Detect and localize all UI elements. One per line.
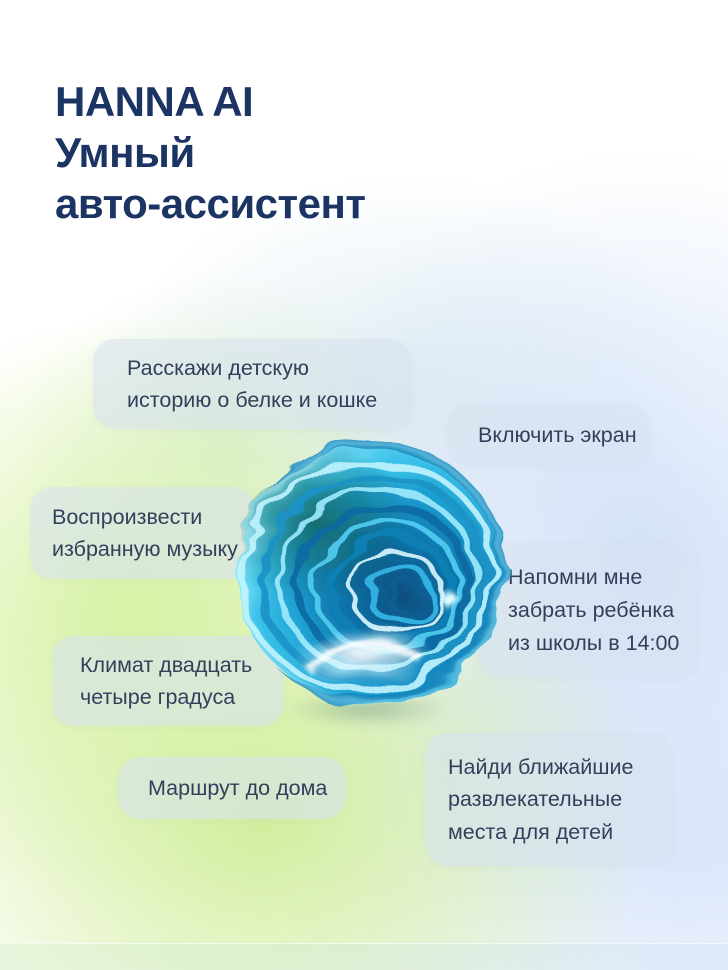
voice-command-bubble-kids-places bbox=[425, 733, 673, 866]
voice-command-bubble-kids-story bbox=[93, 339, 411, 429]
bottom-gradient-strip bbox=[0, 943, 728, 970]
bubble-text-line: историю о белке и кошке bbox=[127, 388, 378, 412]
voice-command-bubble-route-home bbox=[118, 757, 346, 819]
bubble-text-line: Маршрут до дома bbox=[148, 776, 328, 800]
bubble-text-line: Найди ближайшие bbox=[448, 754, 634, 779]
voice-command-bubble-play-music bbox=[30, 487, 254, 579]
bubble-text-line: Расскажи детскую bbox=[127, 356, 309, 380]
bubble-text-line: места для детей bbox=[448, 819, 614, 844]
bubble-text-line: Климат двадцать bbox=[80, 653, 253, 677]
bubble-text-line: забрать ребёнка bbox=[508, 597, 675, 622]
bubble-text-line: избранную музыку bbox=[52, 537, 238, 561]
liquid-ai-orb-image bbox=[227, 430, 517, 714]
bubble-text-line: развлекательные bbox=[448, 787, 623, 812]
bubble-text-line: четыре градуса bbox=[80, 685, 236, 709]
bubble-text-line: Напомни мне bbox=[508, 564, 643, 589]
bubble-text-line: из школы в 14:00 bbox=[508, 630, 680, 655]
bubble-text-line: Воспроизвести bbox=[52, 505, 203, 529]
subtitle-line-1: Умный bbox=[55, 129, 195, 176]
bubble-text-line: Включить экран bbox=[478, 423, 637, 447]
subtitle-line-2: авто-ассистент bbox=[55, 180, 366, 227]
brand-name: HANNA AI bbox=[55, 78, 254, 125]
page-title bbox=[55, 76, 365, 229]
